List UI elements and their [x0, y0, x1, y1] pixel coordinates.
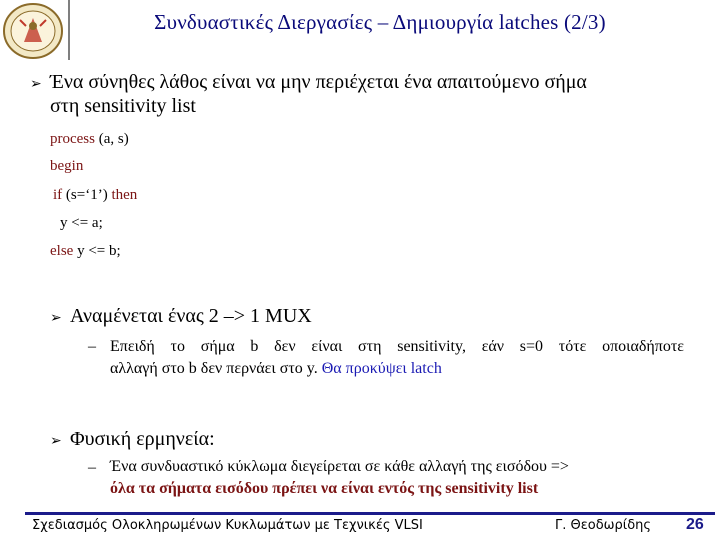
bullet-3-text: Φυσική ερμηνεία: [70, 428, 215, 450]
bullet-3-sub-line2: όλα τα σήματα εισόδου πρέπει να είναι εντός της sensitivity list [110, 480, 539, 497]
code-text: y <= b; [73, 243, 121, 259]
code-keyword: then [111, 187, 138, 203]
code-keyword: process [50, 131, 95, 147]
bullet-2-text: Αναμένεται ένας 2 –> 1 MUX [70, 305, 312, 327]
code-line-5 [50, 237, 121, 265]
arrow-bullet-icon: ➢ [50, 310, 62, 326]
page-number: 26 [686, 516, 704, 533]
code-text: (s=‘1’) [62, 187, 112, 203]
title-divider [68, 0, 70, 60]
code-line-2 [50, 152, 83, 180]
bullet-2-sub-line1: Επειδή το σήμα b δεν είναι στη sensitivity, εάν s=0 τότε οποιαδήποτε [110, 338, 684, 355]
bullet-1-line2: στη sensitivity list [50, 95, 196, 117]
bullet-1 [30, 70, 700, 96]
bullet-2-sub [110, 336, 684, 380]
bullet-1-line1: Ένα σύνηθες λάθος είναι να μην περιέχεται ένα απαιτούμενο σήμα [50, 71, 587, 93]
slide-title: Συνδυαστικές Διεργασίες – Δημιουργία latches (2/3) [154, 10, 606, 34]
bullet-3-sub-line1: Ένα συνδυαστικό κύκλωμα διεγείρεται σε κάθε αλλαγή της εισόδου => [110, 458, 569, 475]
code-line-3 [53, 181, 137, 209]
footer-course: Σχεδιασμός Ολοκληρωμένων Κυκλωμάτων με Τεχνικές VLSI [32, 518, 423, 533]
bullet-3 [50, 427, 215, 453]
footer-rule [25, 512, 715, 515]
code-keyword: begin [50, 158, 84, 174]
bullet-2-sub-line2: αλλαγή στο b δεν περνάει στο y. Θα προκύψει latch [110, 360, 442, 377]
bullet-2 [50, 304, 312, 330]
latch-note: Θα προκύψει latch [321, 360, 442, 377]
arrow-bullet-icon: ➢ [50, 433, 62, 449]
code-keyword: else [50, 243, 74, 259]
university-seal-icon [2, 2, 64, 60]
code-line-1 [50, 125, 129, 153]
arrow-bullet-icon: ➢ [30, 76, 42, 92]
dash-bullet: – [88, 459, 96, 476]
bullet-3-sub [110, 456, 684, 500]
code-line-4: y <= a; [60, 215, 103, 231]
dash-bullet: – [88, 338, 96, 355]
code-text: (a, s) [95, 131, 129, 147]
code-keyword: if [53, 187, 63, 203]
footer-author: Γ. Θεοδωρίδης [555, 518, 652, 533]
